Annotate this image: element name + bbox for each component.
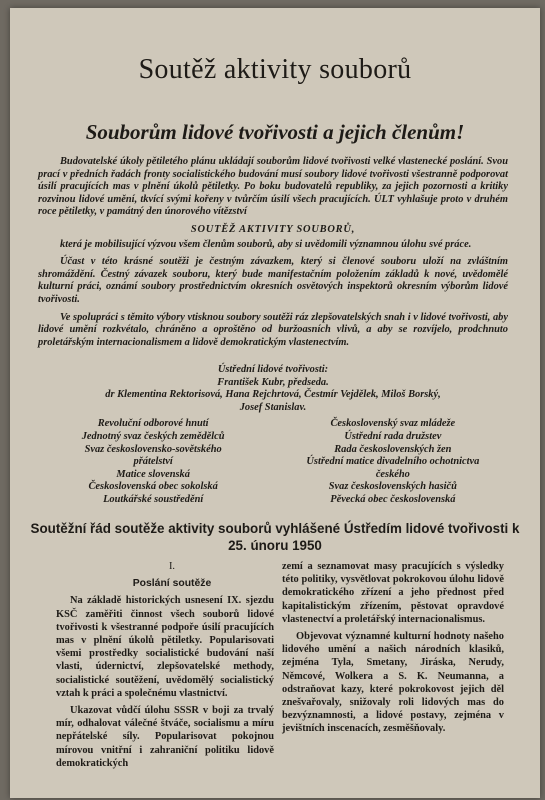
organization-item: Matice slovenská (116, 468, 190, 480)
rules-paragraph: Na základě historických usnesení IX. sjezdu KSČ zaměřiti činnost všech souborů lidové tvořivosti k všestranné podpoře úsilí pracujících mas v plnění úkolů pětiletky. Popularisovati všemi prostředky socialistické budování naší vlasti, údernictví, zlepšovatelské methody, socialistické soutěžení, uvědomělý socialistický vztah k práci a společnému vlastnictví. (56, 595, 274, 699)
organization-item: přátelství (133, 456, 173, 468)
rules-title: Soutěžní řád soutěže aktivity souborů vyhlášené Ústředím lidové tvořivosti k 25. únoru 1950 (30, 521, 520, 553)
organization-item: Ústřední matice divadelního ochotnictva (306, 456, 480, 468)
organization-item: Ústřední rada družstev (344, 430, 442, 442)
intro-caps-heading: SOUTĚŽ AKTIVITY SOUBORŮ, (190, 223, 356, 235)
organization-item: Československý svaz mládeže (330, 418, 456, 430)
signer-org: Ústřední lidové tvořivosti: (217, 364, 329, 375)
rules-paragraph: Objevovat významné kulturní hodnoty našeho lidového umění a našich národních klasiků, zejména Tyla, Smetany, Jiráska, Nerudy, Němcové, Wolkera a S. K. Neumanna, a odstraňovat kazy, které pokrokovost jejich děl znešvařovaly, snižovaly roli lidových mas do bezvýznamnosti, a lidové postavy, zejména v jevištních inscenacích, zesměšňovaly. (282, 631, 504, 735)
intro-text (38, 156, 508, 354)
document-page (10, 8, 540, 798)
page-title: Soutěž aktivity souborů (138, 54, 412, 85)
organization-item: Jednotný svaz českých zemědělců (81, 430, 225, 442)
organizations-left (38, 418, 268, 506)
signer-chair: František Kubr, předseda. (217, 376, 329, 388)
rules-paragraph: zemí a seznamovat masy pracujících s výsledky této politiky, vysvětlovat pokrokovou úlohu lidově demokratického zřízení a jeho přednost před kapitalistickým zřízením, pěstovat opravdové vlastenectví a proletářský internacionalismus. (282, 561, 504, 625)
organizations-list (38, 418, 508, 506)
rules-column-right (282, 560, 504, 740)
intro-paragraph: Ve spolupráci s těmito výbory vtisknou soubory soutěži ráz zlepšovatelských snah i v lidové tvořivosti, aby lidové umění rozkvétalo, chráněno a oproštěno od buržoasních vlivů, a aby se rozvíjelo, prodchnuto proletářským internacionalismem a lidově demokratickým vlastenectvím. (38, 311, 508, 348)
rules-column-left (56, 560, 274, 774)
rules-paragraph: Ukazovat vůdčí úlohu SSSR v boji za trvalý mír, odhalovat válečné štváče, socialismu a míru nepřátelské síly. Popularisovat pokojnou mírovou vnitřní i zahraniční politiku lidově demokratických (56, 705, 274, 769)
intro-paragraph: která je mobilisující výzvou všem členům souborů, aby si uvědomili významnou úlohu své práce. (60, 238, 472, 250)
page-subtitle: Souborům lidové tvořivosti a jejich členům! (85, 120, 465, 144)
intro-paragraph: Budovatelské úkoly pětiletého plánu ukládají souborům lidové tvořivosti velké vlastenecké poslání. Svou prací v předních řadách fronty socialistického budování musí soubory lidové tvořivosti všestranně podporovat úsilí pracujících mas v plnění úkolů pětiletky. Po boku budovatelů republiky, za jejich pozornosti a kritiky rozvinou lidové umění, tkvící svými kořeny v tvůrčím úsilí všech pracujících. ÚLT vyhlašuje proto v druhém roce pětiletky, v památný den únorového vítězství (38, 156, 508, 218)
organization-item: Rada československých žen (334, 443, 452, 455)
section-title: Poslání soutěže (132, 578, 212, 590)
organization-item: Loutkářské soustředění (103, 493, 204, 505)
signer-members: Josef Stanislav. (239, 401, 307, 413)
signer-members: dr Klementina Rektorisová, Hana Rejchrtová, Čestmír Vejdělek, Miloš Borský, (105, 389, 441, 401)
signers-block (38, 364, 508, 507)
organization-item: Svaz československo-sovětského (84, 443, 222, 455)
organization-item: Československá obec sokolská (88, 481, 218, 493)
organization-item: Revoluční odborové hnutí (97, 418, 209, 430)
section-number: I. (168, 561, 176, 572)
organization-item: českého (375, 468, 410, 480)
organization-item: Svaz československých hasičů (328, 481, 457, 493)
intro-paragraph: Účast v této krásné soutěži je čestným závazkem, který si členové souboru uloží na zvláštním shromáždění. Čestný závazek souboru, který bude manifestačním položením základů k nové, uvědomělé kulturní práci, oznámí soubory prostřednictvím okresních osvětových inspektorů okresním výborům lidové tvořivosti. (38, 256, 508, 305)
organizations-right (278, 418, 508, 506)
organization-item: Pěvecká obec československá (330, 493, 456, 505)
